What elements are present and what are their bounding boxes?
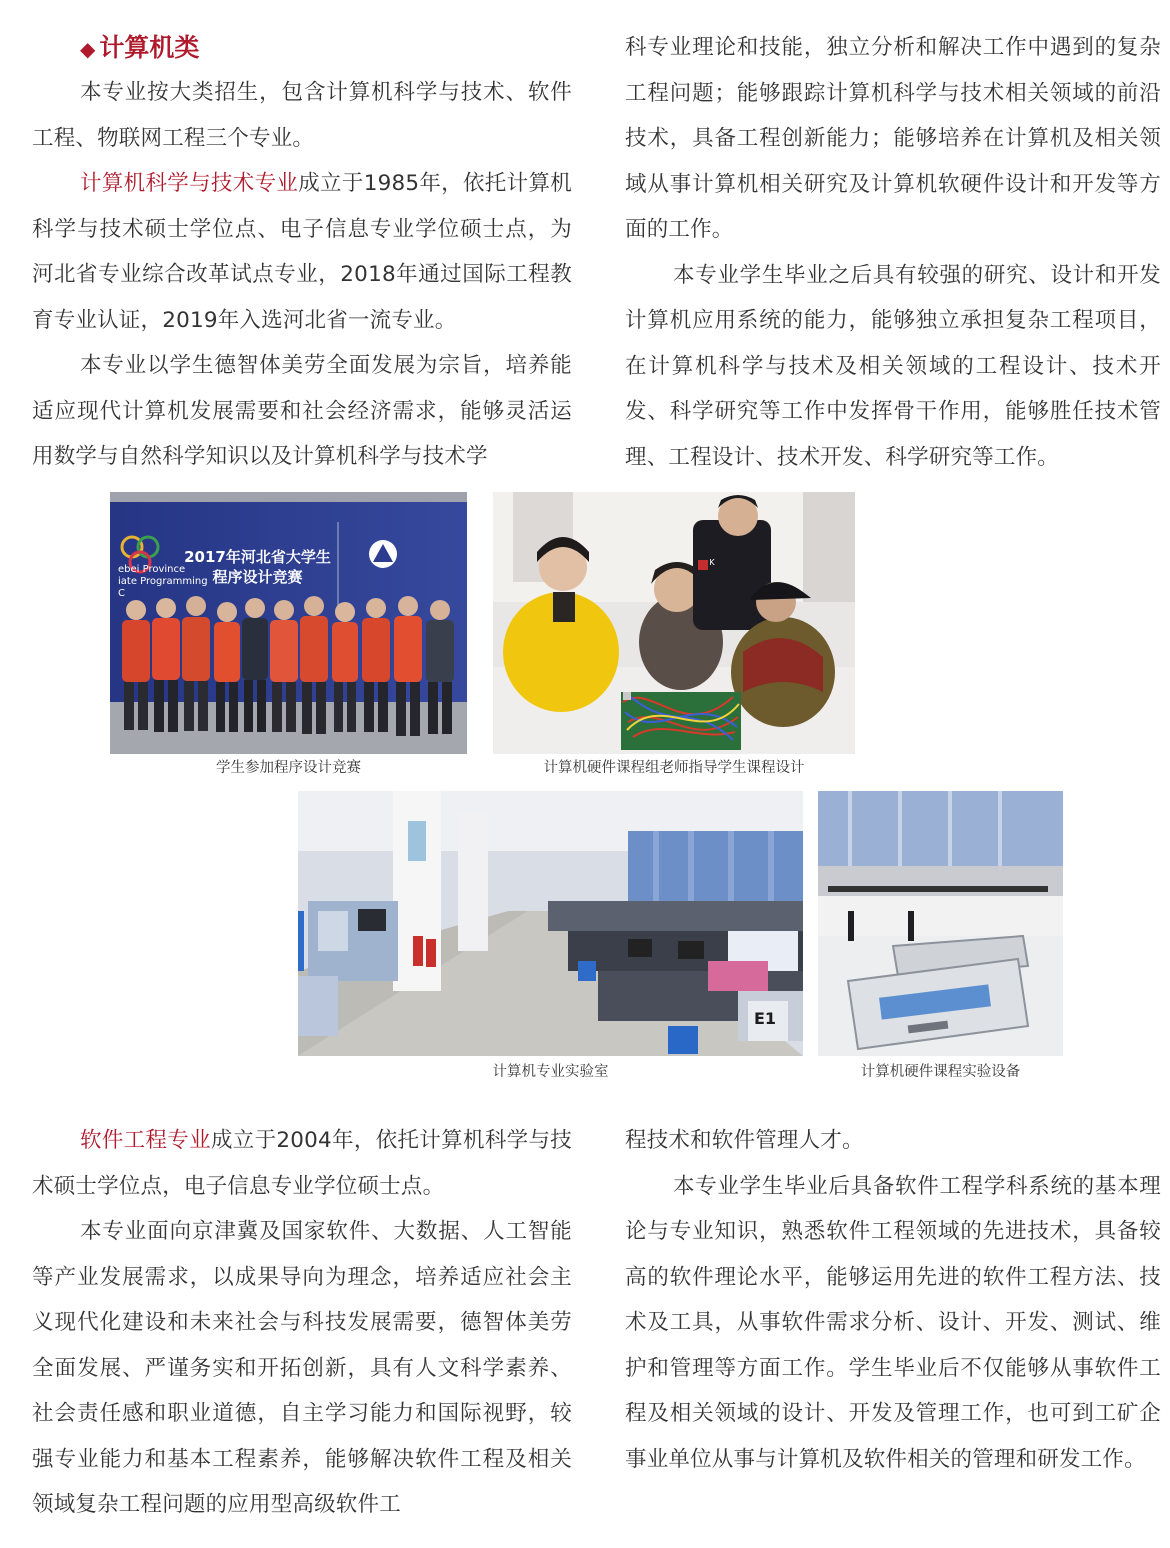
se-ability-paragraph: 本专业学生毕业后具备软件工程学科系统的基本理论与专业知识，熟悉软件工程领域的先进技术，具备较高的软件理论水平，能够运用先进的软件工程方法、技术及工具，从事软件需求分析、设计、开发、测试、维护和管理等方面工作。学生毕业后不仅能够从事软件工程及相关领域的设计、开发及管理工作，也可到工矿企事业单位从事与计算机及软件相关的管理和研发工作。 <box>625 1173 1161 1472</box>
cs-major-name: 计算机科学与技术专业 <box>80 171 299 196</box>
caption-computer-lab: 计算机专业实验室 <box>492 1064 609 1080</box>
cs-history-text: 成立于1985年，依托计算机科学与技术硕士学位点、电子信息专业学位硕士点，为河北省专业综合改革试点专业，2018年通过国际工程教育专业认证，2019年入选河北省一流专业。 <box>32 171 572 333</box>
diamond-icon: ◆ <box>80 37 96 61</box>
cs-ability-paragraph: 本专业学生毕业之后具有较强的研究、设计和开发计算机应用系统的能力，能够独立承担复杂工程项目，在计算机科学与技术及相关领域的工程设计、技术开发、科学研究等工作中发挥骨干作用，能够胜任技术管理、工程设计、技术开发、科学研究等工作。 <box>625 262 1161 470</box>
se-goal-paragraph: 本专业面向京津冀及国家软件、大数据、人工智能等产业发展需求，以成果导向为理念，培养适应社会主义现代化建设和未来社会与科技发展需要，德智体美劳全面发展、严谨务实和开拓创新，具有人文科学素养、社会责任感和职业道德，自主学习能力和国际视野，较强专业能力和基本工程素养，能够解决软件工程及相关领域复杂工程问题的应用型高级软件工 <box>32 1219 572 1517</box>
section-title: 计算机类 <box>99 33 200 62</box>
jacket-tag: K <box>709 558 715 567</box>
section-heading <box>80 25 199 72</box>
banner-en-line3: C <box>118 588 125 599</box>
teacher-guidance-photo <box>493 492 855 754</box>
caption-programming-contest: 学生参加程序设计竞赛 <box>216 760 361 776</box>
bottom-left-column <box>32 1118 572 1528</box>
se-goal-continued: 程技术和软件管理人才。 <box>625 1128 864 1153</box>
computer-lab-photo <box>298 791 803 1056</box>
banner-title-line1: 2017年河北省大学生 <box>184 548 331 566</box>
top-left-column <box>32 70 572 480</box>
programming-contest-image <box>110 492 467 754</box>
banner-title-line2: 程序设计竞赛 <box>212 568 303 586</box>
lab-equipment-photo <box>818 791 1063 1056</box>
teacher-guidance-image <box>493 492 855 754</box>
banner-en-line2: iate Programming <box>118 576 208 587</box>
se-major-name: 软件工程专业 <box>80 1128 211 1153</box>
top-right-column <box>625 25 1161 480</box>
lab-row-label: E1 <box>753 1009 777 1028</box>
banner-en-line1: ebei Province <box>118 564 186 575</box>
cs-goal-paragraph: 本专业以学生德智体美劳全面发展为宗旨，培养能适应现代计算机发展需要和社会经济需求，能够灵活运用数学与自然科学知识以及计算机科学与技术学 <box>32 353 572 469</box>
intro-paragraph: 本专业按大类招生，包含计算机科学与技术、软件工程、物联网工程三个专业。 <box>32 80 572 151</box>
se-history-paragraph <box>32 1118 572 1209</box>
caption-lab-equipment: 计算机硬件课程实验设备 <box>860 1064 1021 1080</box>
bottom-right-column <box>625 1118 1161 1482</box>
cs-goal-continued: 科专业理论和技能，独立分析和解决工作中遇到的复杂工程问题；能够跟踪计算机科学与技术相关领域的前沿技术，具备工程创新能力；能够培养在计算机及相关领域从事计算机相关研究及计算机软硬件设计和开发等方面的工作。 <box>625 35 1161 242</box>
banner-english <box>118 564 208 600</box>
caption-teacher-guidance: 计算机硬件课程组老师指导学生课程设计 <box>543 760 805 776</box>
se-history-text: 成立于2004年，依托计算机科学与技术硕士学位点，电子信息专业学位硕士点。 <box>32 1128 572 1199</box>
lab-equipment-image <box>818 791 1063 1056</box>
cs-history-paragraph <box>32 161 572 343</box>
computer-lab-image <box>298 791 803 1056</box>
programming-contest-photo <box>110 492 467 754</box>
